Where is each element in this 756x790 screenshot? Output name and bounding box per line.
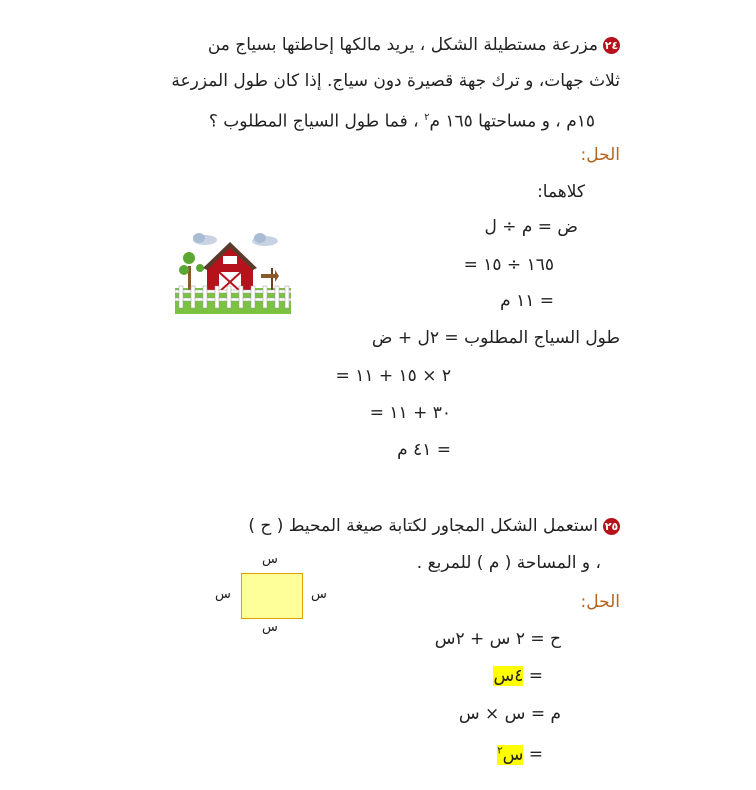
q24-line2: ثلاث جهات، و ترك جهة قصيرة دون سياج. إذا كان طول المزرعة bbox=[171, 71, 620, 91]
square-label-left: س bbox=[215, 587, 231, 602]
q25-solution-label: الحل: bbox=[580, 592, 620, 612]
q24-step-2: = ١٦٥ ÷ ١٥ bbox=[463, 255, 554, 275]
farm-illustration bbox=[175, 230, 291, 314]
q25-line1: ٢٥استعمل الشكل المجاور لكتابة صيغة المحيط ( ح ) bbox=[248, 516, 619, 536]
q25-step-1: ح = ٢ س + ٢س bbox=[434, 629, 561, 649]
q25-line2: ، و المساحة ( م ) للمربع . bbox=[416, 553, 601, 573]
q25-step-3: م = س × س bbox=[458, 704, 561, 724]
square-label-top: س bbox=[262, 552, 278, 567]
q24-step-7: = ٤١ م bbox=[397, 440, 451, 460]
q24-step-5: = ٢ × ١٥ + ١١ bbox=[335, 366, 451, 386]
barn-icon bbox=[203, 242, 257, 292]
square-label-right: س bbox=[311, 587, 327, 602]
q24-line1: ٢٤مزرعة مستطيلة الشكل ، يريد مالكها إحاطتها بسياج من bbox=[207, 35, 619, 55]
q24-step-1: ض = م ÷ ل bbox=[484, 217, 578, 237]
q25-step-4: = س$^٢$ bbox=[497, 744, 543, 765]
q24-number-badge: ٢٤ bbox=[604, 38, 619, 52]
q24-both-label: كلاهما: bbox=[537, 182, 585, 202]
square-figure bbox=[241, 573, 303, 619]
q24-step-4: طول السياج المطلوب = ٢ل + ض bbox=[371, 328, 620, 348]
square-label-bottom: س bbox=[262, 620, 278, 635]
highlighted-answer: س$^٢$ bbox=[497, 744, 524, 765]
q24-step-3: = ١١ م bbox=[500, 291, 554, 311]
q25-step-2: = ٤س bbox=[493, 666, 543, 686]
highlighted-answer: ٤س bbox=[493, 666, 524, 686]
cloud-icon bbox=[193, 233, 278, 246]
q24-step-6: = ٣٠ + ١١ bbox=[369, 403, 451, 423]
q24-line3: ١٥م ، و مساحتها ١٦٥ م$^٢$ ، فما طول السياج المطلوب ؟ bbox=[208, 111, 595, 132]
q24-solution-label: الحل: bbox=[580, 145, 620, 165]
q25-number-badge: ٢٥ bbox=[604, 519, 619, 533]
